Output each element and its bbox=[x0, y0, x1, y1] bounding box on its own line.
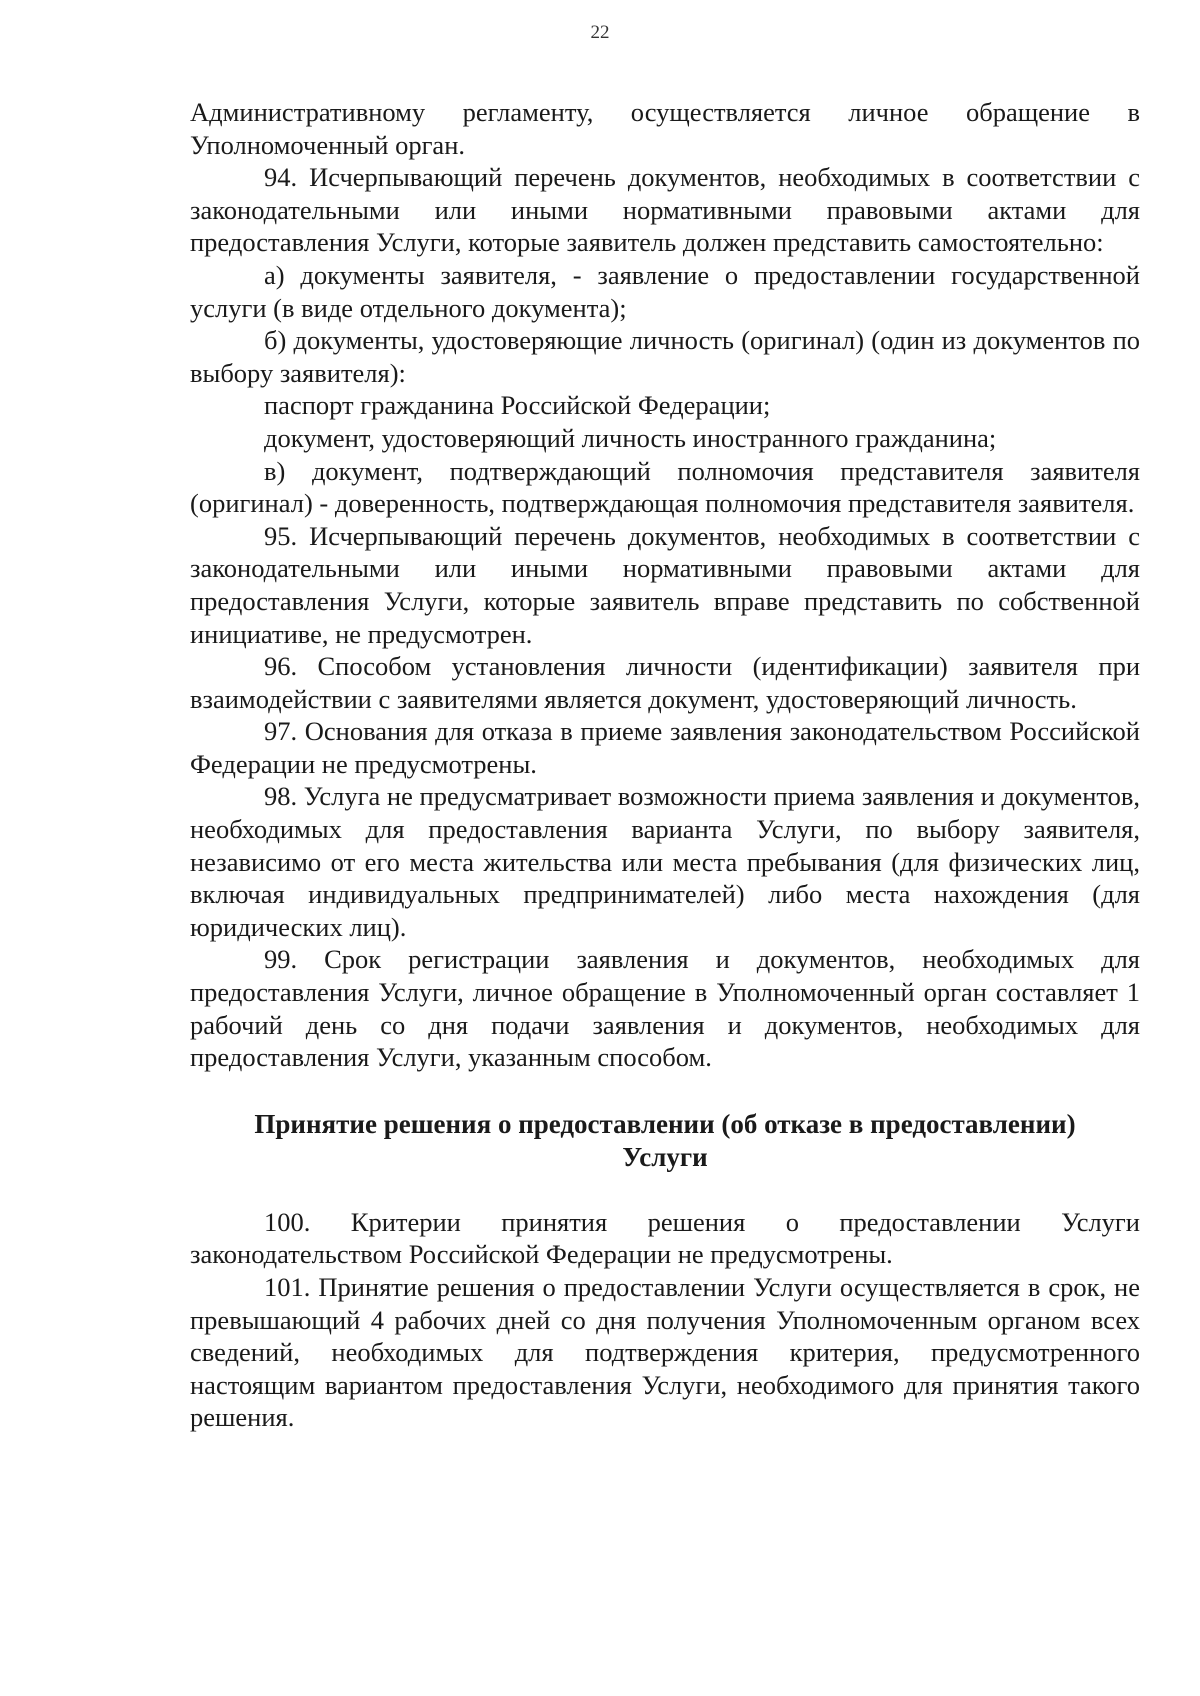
paragraph-94-b-passport: паспорт гражданина Российской Федерации; bbox=[264, 390, 771, 421]
paragraph-97: 97. Основания для отказа в приеме заявления законодательством Российской Федерации не предусмотрены. bbox=[190, 716, 1140, 779]
section-heading bbox=[190, 1108, 1140, 1174]
document-body bbox=[190, 96, 1140, 1434]
paragraph-94-b-foreign-id: документ, удостоверяющий личность иностранного гражданина; bbox=[264, 422, 997, 453]
paragraph-94-a: а) документы заявителя, - заявление о предоставлении государственной услуги (в виде отдельного документа); bbox=[190, 259, 1140, 323]
paragraph-continuation: Административному регламенту, осуществляется личное обращение в Уполномоченный орган. bbox=[190, 97, 1140, 160]
paragraph-100: 100. Критерии принятия решения о предоставлении Услуги законодательством Российской Федерации не предусмотрены. bbox=[190, 1206, 1140, 1270]
paragraph-95: 95. Исчерпывающий перечень документов, необходимых в соответствии с законодательными или иными нормативными правовыми актами для предоставления Услуги, которые заявитель вправе представить по собственной инициативе, не предусмотрен. bbox=[190, 520, 1140, 649]
paragraph-94-v: в) документ, подтверждающий полномочия представителя заявителя (оригинал) - доверенность, подтверждающая полномочия представителя заявителя. bbox=[190, 455, 1140, 519]
paragraph-94: 94. Исчерпывающий перечень документов, необходимых в соответствии с законодательными или иными нормативными правовыми актами для предоставления Услуги, которые заявитель должен представить самостоятельно: bbox=[190, 162, 1140, 258]
paragraph-96: 96. Способом установления личности (идентификации) заявителя при взаимодействии с заявителями является документ, удостоверяющий личность. bbox=[190, 651, 1140, 714]
page-number: 22 bbox=[590, 22, 610, 43]
paragraph-98: 98. Услуга не предусматривает возможности приема заявления и документов, необходимых для предоставления варианта Услуги, по выбору заявителя, независимо от его места жительства или места пребывания (для физических лиц, включая индивидуальных предпринимателей) либо места нахождения (для юридических лиц). bbox=[190, 781, 1140, 942]
section-heading-line-1: Принятие решения о предоставлении (об отказе в предоставлении) bbox=[254, 1108, 1076, 1139]
section-heading-line-2: Услуги bbox=[622, 1141, 708, 1172]
paragraph-99: 99. Срок регистрации заявления и документов, необходимых для предоставления Услуги, личное обращение в Уполномоченный орган составляет 1 рабочий день со дня подачи заявления и документов, необходимых для предоставления Услуги, указанным способом. bbox=[190, 944, 1140, 1073]
paragraph-101: 101. Принятие решения о предоставлении Услуги осуществляется в срок, не превышающий 4 рабочих дней со дня получения Уполномоченным органом всех сведений, необходимых для подтверждения критерия, предусмотренного настоящим вариантом предоставления Услуги, необходимого для принятия такого решения. bbox=[190, 1272, 1140, 1433]
paragraph-94-b: б) документы, удостоверяющие личность (оригинал) (один из документов по выбору заявителя): bbox=[190, 325, 1140, 388]
